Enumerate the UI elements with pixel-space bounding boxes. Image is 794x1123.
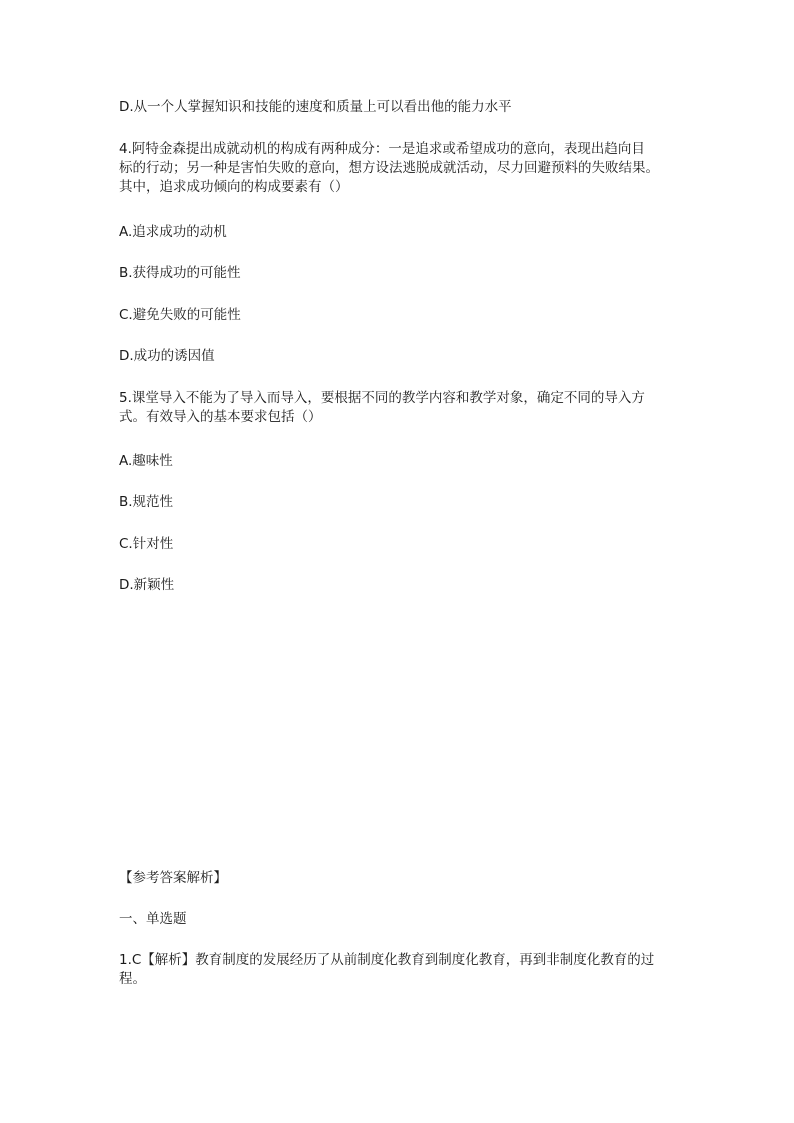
answer-item-1-line: 1.C【解析】教育制度的发展经历了从前制度化教育到制度化教育，再到非制度化教育的过 xyxy=(119,952,655,968)
q5-option-b: B.规范性 xyxy=(119,494,174,510)
answers-section-title: 一、单选题 xyxy=(119,911,187,927)
q4-option-a: A.追求成功的动机 xyxy=(119,224,227,240)
q5-stem xyxy=(119,389,679,427)
q4-stem xyxy=(119,140,679,197)
q5-option-c: C.针对性 xyxy=(119,536,174,552)
q5-stem-line: 式。有效导入的基本要求包括（） xyxy=(119,409,322,425)
q5-option-a: A.趣味性 xyxy=(119,453,173,469)
q4-stem-line: 4.阿特金森提出成就动机的构成有两种成分：一是追求或希望成功的意向，表现出趋向目 xyxy=(119,141,645,157)
q4-option-b: B.获得成功的可能性 xyxy=(119,265,241,281)
q5-stem-line: 5.课堂导入不能为了导入而导入，要根据不同的教学内容和教学对象，确定不同的导入方 xyxy=(119,390,645,406)
answers-heading: 【参考答案解析】 xyxy=(119,870,227,886)
answer-item-1 xyxy=(119,951,679,989)
q4-stem-line: 标的行动；另一种是害怕失败的意向，想方设法逃脱成就活动，尽力回避预料的失败结果。 xyxy=(119,160,659,176)
q3-option-d: D.从一个人掌握知识和技能的速度和质量上可以看出他的能力水平 xyxy=(119,99,512,115)
q4-stem-line: 其中，追求成功倾向的构成要素有（） xyxy=(119,179,349,195)
q4-option-d: D.成功的诱因值 xyxy=(119,348,215,364)
answer-item-1-line: 程。 xyxy=(119,971,146,987)
q4-option-c: C.避免失败的可能性 xyxy=(119,307,241,323)
q5-option-d: D.新颖性 xyxy=(119,577,175,593)
